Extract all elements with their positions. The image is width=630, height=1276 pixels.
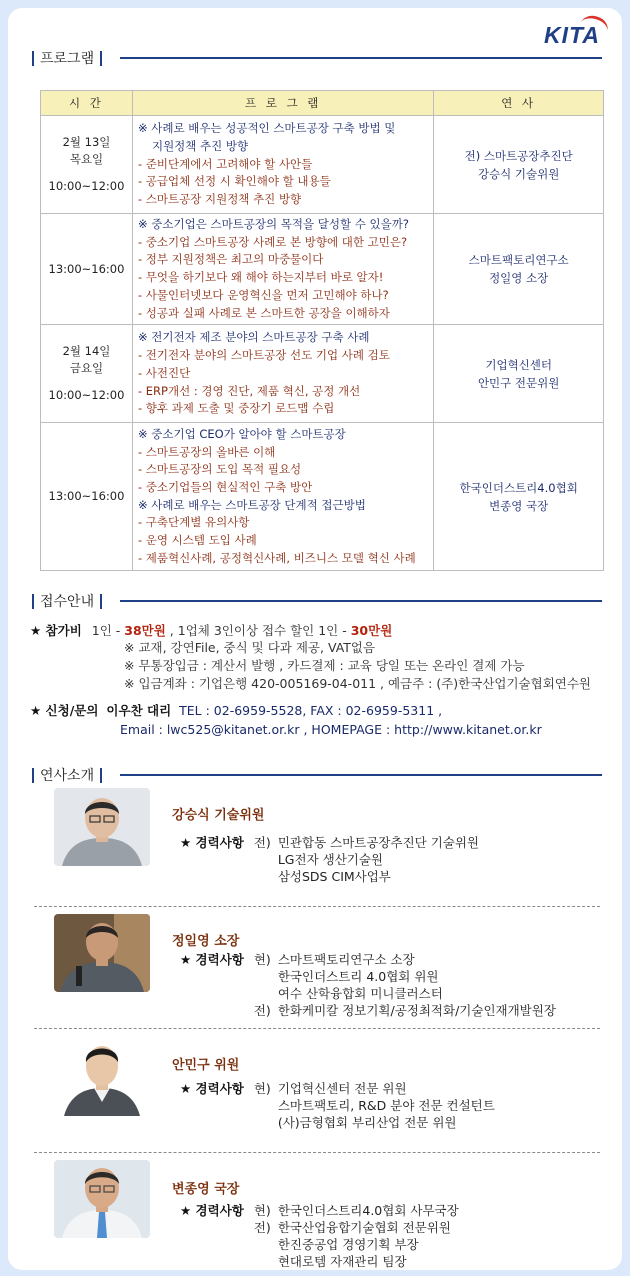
- program-item: - 정부 지원정책은 최고의 마중물이다: [137, 252, 324, 267]
- fee-line-b: , 1업체 3인이상 접수 할인 1인 -: [165, 623, 351, 638]
- program-heading: ※ 사례로 배우는 스마트공장 단계적 접근방법: [137, 497, 366, 512]
- speaker-org: 기업혁신센터: [485, 357, 552, 372]
- speaker-name: 변종영 국장: [172, 1182, 240, 1197]
- fee-note: ※ 무통장입금 : 계산서 발행 , 카드결제 : 교육 당일 또는 온라인 결제 가능: [124, 658, 525, 673]
- program-item: - 무엇을 하기보다 왜 해야 하는지부터 바로 알자!: [137, 270, 384, 285]
- time-cell: [41, 423, 133, 571]
- program-item: - 사물인터넷보다 운영혁신을 먼저 고민해야 하나?: [137, 287, 389, 302]
- contact-label: ★ 신청/문의: [30, 703, 99, 718]
- career-label: ★ 경력사항: [180, 1081, 244, 1096]
- program-item: - 제품혁신사례, 공정혁신사례, 비즈니스 모델 혁신 사례: [137, 550, 416, 565]
- section-header-program: [32, 48, 102, 70]
- date: 2월 14일: [62, 344, 111, 359]
- contact-tel: TEL : 02-6959-5528, FAX : 02-6959-5311 ,: [179, 703, 443, 718]
- program-item: - 운영 시스템 도입 사례: [137, 533, 257, 548]
- weekday: 목요일: [69, 152, 104, 166]
- speaker-photo: [54, 1038, 150, 1116]
- speaker-career: ★ 경력사항 현) 스마트팩토리연구소 소장 한국인더스트리 4.0협회 위원 여수 산학융합회 미니클러스터 전) 한화케미칼 정보기획/공정최적화/기술인재개발원장: [180, 952, 556, 1018]
- fee-label: ★ 참가비: [30, 623, 82, 638]
- speaker-name: 강승식 기술위원: [172, 808, 265, 823]
- contact-info: [30, 702, 442, 720]
- section-rule: [120, 57, 602, 59]
- table-header-row: [41, 91, 604, 116]
- section-rule: [120, 600, 602, 602]
- program-item: - 공급업체 선정 시 확인해야 할 내용들: [137, 174, 331, 189]
- table-row: [41, 325, 604, 423]
- program-cell: [132, 325, 433, 423]
- time-cell: [41, 325, 133, 423]
- program-item: - 준비단계에서 고려해야 할 사안들: [137, 156, 313, 171]
- section-header-reception: [32, 591, 102, 613]
- section-header-speakers: [32, 765, 102, 787]
- program-heading: ※ 중소기업은 스마트공장의 목적을 달성할 수 있을까?: [137, 217, 409, 231]
- fee-note: ※ 입금계좌 : 기업은행 420-005169-04-011 , 예금주 : (주)한국산업기술협회연수원: [124, 676, 592, 691]
- program-table: [40, 90, 604, 571]
- table-row: [41, 214, 604, 325]
- program-item: - 사전진단: [137, 365, 191, 380]
- program-item: - 전기전자 분야의 스마트공장 선도 기업 사례 검토: [137, 348, 390, 363]
- program-heading: ※ 중소기업 CEO가 알아야 할 스마트공장: [137, 426, 346, 441]
- speaker-career: ★ 경력사항 전) 민관합동 스마트공장추진단 기술위원 LG전자 생산기술원 삼성SDS CIM사업부: [180, 835, 479, 884]
- speaker-org: 한국인더스트리4.0협회: [459, 480, 578, 495]
- speaker-name: 강승식 기술위원: [477, 166, 560, 181]
- weekday: 금요일: [69, 361, 104, 376]
- speaker-org: 전) 스마트공장추진단: [464, 148, 573, 163]
- time: 13:00~16:00: [48, 261, 125, 276]
- section-rule: [120, 774, 602, 776]
- contact-email: Email : lwc525@kitanet.or.kr , HOMEPAGE : http://www.kitanet.or.kr: [120, 722, 542, 737]
- program-heading: ※ 사례로 배우는 성공적인 스마트공장 구축 방법 및: [137, 121, 396, 136]
- speaker-name: 정일영 소장: [489, 271, 549, 286]
- program-heading-cont: 지원정책 추진 방향: [151, 138, 249, 153]
- header-program: 프 로 그 램: [132, 91, 433, 116]
- speaker-name: 정일영 소장: [172, 934, 240, 949]
- speaker-name: 변종영 국장: [489, 498, 549, 513]
- page: [8, 8, 622, 1270]
- program-item: - ERP개선 : 경영 진단, 제품 혁신, 공정 개선: [137, 383, 361, 398]
- section-title-program: 프로그램: [40, 51, 95, 67]
- program-item: - 중소기업들의 현실적인 구축 방안: [137, 480, 313, 495]
- speaker-cell: [434, 325, 604, 423]
- divider: [34, 906, 600, 907]
- program-cell: [132, 423, 433, 571]
- program-cell: [132, 116, 433, 214]
- fee-price-2: 30만원: [350, 623, 393, 638]
- time-cell: [41, 116, 133, 214]
- program-heading: ※ 전기전자 제조 분야의 스마트공장 구축 사례: [137, 330, 370, 345]
- fee-line-a: 1인 -: [91, 623, 125, 638]
- program-item: - 스마트공장 지원정책 추진 방향: [137, 192, 302, 207]
- career-label: ★ 경력사항: [180, 1203, 244, 1218]
- fee-info: [30, 622, 392, 640]
- section-title-speakers: 연사소개: [40, 768, 95, 784]
- divider: [34, 1152, 600, 1153]
- fee-note: ※ 교재, 강연File, 중식 및 다과 제공, VAT없음: [124, 640, 376, 655]
- section-title-reception: 접수안내: [40, 594, 95, 610]
- career-label: ★ 경력사항: [180, 952, 244, 967]
- time: 10:00~12:00: [48, 388, 125, 403]
- kita-logo: KITA: [544, 22, 600, 48]
- program-item: - 구축단계별 유의사항: [137, 515, 250, 530]
- program-item: - 향후 과제 도출 및 중장기 로드맵 수립: [137, 401, 335, 416]
- program-item: - 중소기업 스마트공장 사례로 본 방향에 대한 고민은?: [137, 234, 408, 249]
- contact-person: 이우찬 대리: [106, 703, 172, 718]
- speaker-cell: [434, 116, 604, 214]
- program-item: - 스마트공장의 올바른 이해: [137, 444, 276, 459]
- fee-price-1: 38만원: [124, 623, 166, 638]
- speaker-photo: [54, 1160, 150, 1238]
- speaker-cell: [434, 423, 604, 571]
- speaker-cell: [434, 214, 604, 325]
- time-cell: [41, 214, 133, 325]
- header-speaker: 연 사: [434, 91, 604, 116]
- speaker-name: 안민구 전문위원: [477, 375, 560, 390]
- speaker-career: ★ 경력사항 현) 한국인더스트리4.0협회 사무국장 전) 한국산업융합기술협회 전문위원 한진중공업 경영기획 부장 현대로템 자재관리 팀장: [180, 1203, 459, 1269]
- program-item: - 스마트공장의 도입 목적 필요성: [137, 462, 302, 477]
- program-item: - 성공과 실패 사례로 본 스마트한 공장을 이해하자: [137, 305, 390, 320]
- program-cell: [132, 214, 433, 325]
- table-row: [41, 116, 604, 214]
- time: 10:00~12:00: [48, 179, 125, 193]
- speaker-career: ★ 경력사항 현) 기업혁신센터 전문 위원 스마트팩토리, R&D 분야 전문 컨설턴트 (사)금형협회 부리산업 전문 위원: [180, 1081, 495, 1130]
- speaker-photo: [54, 788, 150, 866]
- table-row: [41, 423, 604, 571]
- career-label: ★ 경력사항: [180, 835, 244, 850]
- speaker-name: 안민구 위원: [172, 1058, 240, 1073]
- fee-notes: [124, 639, 591, 693]
- speaker-org: 스마트팩토리연구소: [468, 253, 569, 268]
- date: 2월 13일: [62, 135, 111, 149]
- speaker-photo: [54, 914, 150, 992]
- divider: [34, 1028, 600, 1029]
- header-time: 시 간: [41, 91, 133, 116]
- time: 13:00~16:00: [48, 489, 125, 504]
